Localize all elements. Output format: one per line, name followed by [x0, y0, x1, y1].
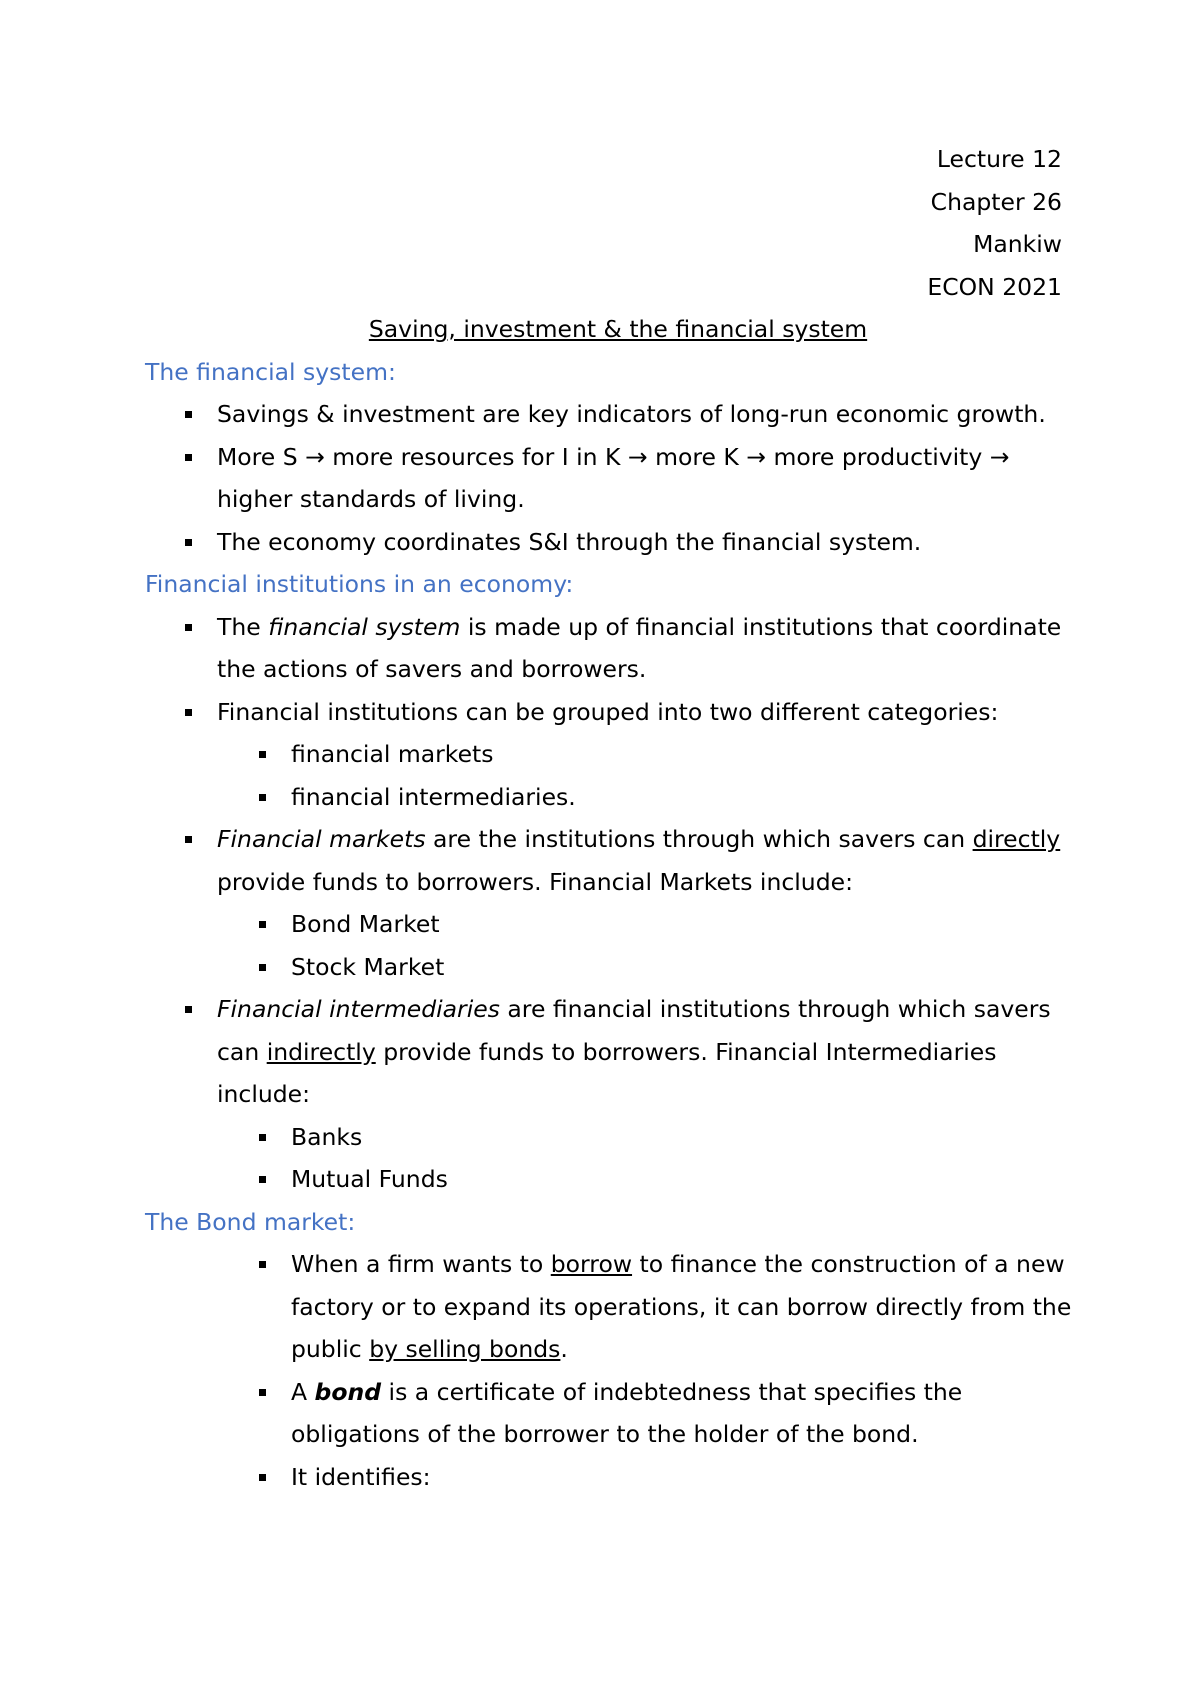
bullet-item	[145, 521, 1075, 564]
bullet-item	[145, 988, 1075, 1116]
document-title: Saving, investment & the financial system	[368, 315, 868, 343]
bullet-icon	[259, 1261, 266, 1268]
sub-bullet-item	[145, 776, 1075, 819]
bullet-icon	[185, 539, 192, 546]
underlined-term: directly	[972, 825, 1061, 853]
bullet-text: More S → more resources for I in K → more K → more productivity → higher standards of living.	[217, 442, 1010, 513]
section-heading-financial-institutions: Financial institutions in an economy:	[145, 570, 574, 598]
section-heading-financial-system: The financial system:	[145, 357, 396, 386]
emphasis-term: Financial markets	[217, 825, 426, 853]
bullet-item	[145, 1371, 1075, 1456]
bullet-text: financial intermediaries.	[291, 782, 576, 811]
emphasis-term: bond	[314, 1377, 382, 1406]
bullet-text: A bond is a certificate of indebtedness that specifies the obligations of the borrower to the holder of the bond.	[291, 1377, 963, 1448]
bullet-icon	[259, 964, 266, 971]
bullet-text: Financial institutions can be grouped into two different categories:	[217, 697, 999, 726]
emphasis-term: Financial intermediaries	[217, 995, 500, 1023]
bullet-text: financial markets	[291, 740, 494, 768]
bullet-text: Stock Market	[291, 952, 445, 981]
bullet-icon	[185, 709, 192, 716]
sub-bullet-item	[145, 1158, 1075, 1201]
lecture-number: Lecture 12	[936, 145, 1062, 173]
bullet-icon	[185, 1006, 192, 1013]
underlined-term: borrow	[550, 1250, 633, 1278]
bullet-text: The financial system is made up of financial institutions that coordinate the actions of savers and borrowers.	[217, 612, 1062, 683]
bullet-icon	[259, 1389, 266, 1396]
bullet-text: Savings & investment are key indicators of long-run economic growth.	[217, 400, 1046, 428]
bullet-text: Financial intermediaries are financial institutions through which savers can indirectly provide funds to borrowers. Financial Intermediaries include:	[217, 995, 1051, 1108]
bullet-item	[145, 1456, 1075, 1499]
bullet-icon	[259, 1176, 266, 1183]
sub-bullet-item	[145, 946, 1075, 989]
sub-bullet-item	[145, 1116, 1075, 1159]
bullet-icon	[259, 794, 266, 801]
bullet-icon	[259, 921, 266, 928]
bullet-text: When a firm wants to borrow to finance the construction of a new factory or to expand its operations, it can borrow directly from the public by selling bonds.	[291, 1250, 1072, 1363]
bullet-text: Financial markets are the institutions through which savers can directly provide funds to borrowers. Financial Markets include:	[217, 825, 1061, 896]
bullet-icon	[259, 1134, 266, 1141]
chapter-number: Chapter 26	[930, 187, 1062, 216]
bullet-icon	[185, 836, 192, 843]
bullet-text: Banks	[291, 1122, 363, 1151]
section-heading-bond-market: The Bond market:	[145, 1207, 356, 1236]
bullet-item	[145, 1243, 1075, 1371]
bullet-text: It identifies:	[291, 1462, 431, 1491]
document-header	[927, 138, 1062, 308]
bullet-icon	[185, 454, 192, 461]
bullet-item	[145, 436, 1075, 521]
bullet-item	[145, 818, 1075, 903]
bullet-text: The economy coordinates S&I through the financial system.	[217, 527, 922, 556]
bullet-text: Bond Market	[291, 910, 440, 938]
sub-bullet-item	[145, 733, 1075, 776]
bullet-icon	[185, 624, 192, 631]
author-name: Mankiw	[973, 230, 1062, 258]
underlined-term: by selling bonds	[369, 1335, 561, 1363]
bullet-item	[145, 393, 1075, 436]
sub-bullet-item	[145, 903, 1075, 946]
bullet-icon	[185, 411, 192, 418]
document-body	[145, 308, 1075, 1498]
emphasis-term: financial system	[268, 612, 461, 641]
underlined-term: indirectly	[266, 1037, 376, 1066]
bullet-text: Mutual Funds	[291, 1165, 448, 1193]
bullet-item	[145, 691, 1075, 734]
course-code: ECON 2021	[927, 272, 1062, 301]
bullet-item	[145, 606, 1075, 691]
bullet-icon	[259, 751, 266, 758]
bullet-icon	[259, 1474, 266, 1481]
